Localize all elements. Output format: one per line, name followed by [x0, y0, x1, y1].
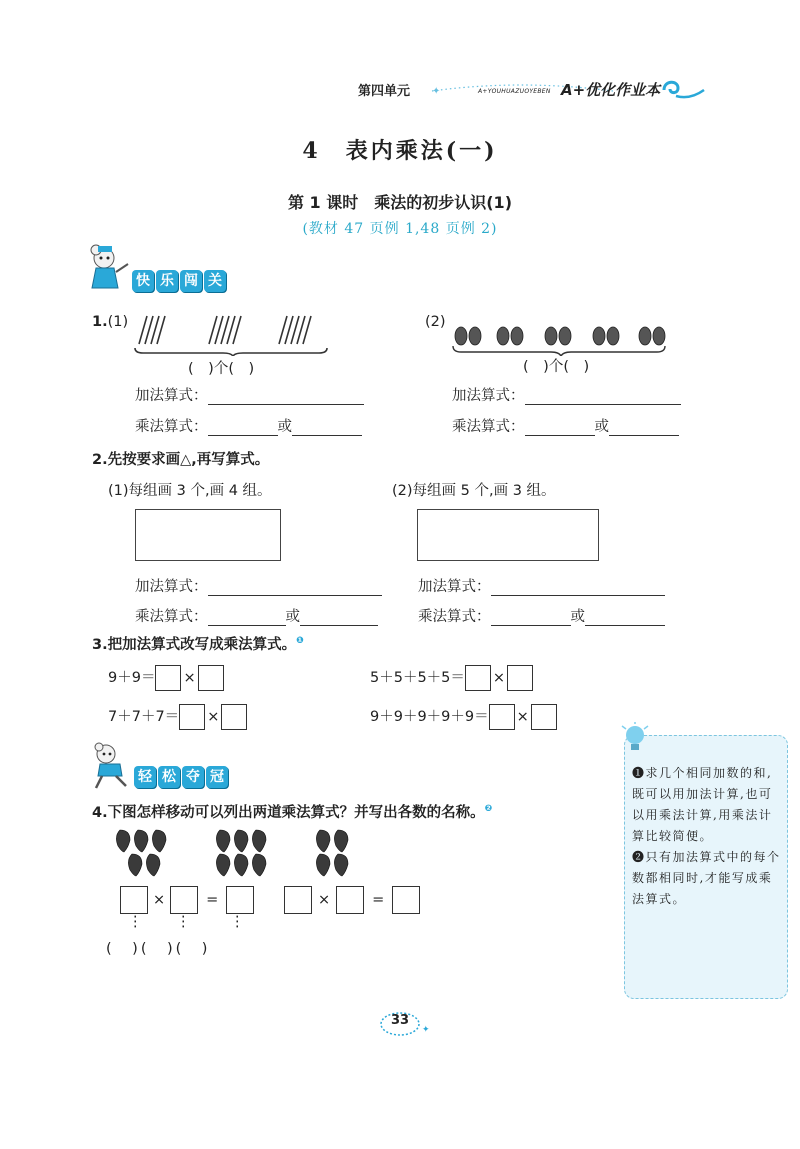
banner-char: 闯: [180, 270, 202, 292]
q2-add-1: 加法算式：: [135, 575, 382, 596]
answer-box[interactable]: [392, 886, 420, 914]
mascot-doctor-icon: [88, 244, 130, 292]
q1-mul-2: 乘法算式： 或: [452, 415, 679, 436]
q3-item-1: 9＋9＝ ×: [108, 665, 224, 691]
q1-caption-2: ( )个( ): [523, 359, 590, 375]
section-banner-1: [132, 270, 228, 294]
tip-text: [632, 763, 782, 910]
answer-box[interactable]: [507, 665, 533, 691]
tip-1: ❶求几个相同加数的和,既可以用加法计算,也可以用乘法计算,用乘法计算比较简便。: [632, 766, 773, 843]
answer-box[interactable]: [179, 704, 205, 730]
q2-part1: (1)每组画 3 个,画 4 组。: [108, 483, 272, 499]
answer-line[interactable]: [525, 390, 681, 405]
strawberries-image: [112, 826, 372, 878]
banner-char: 关: [204, 270, 226, 292]
answer-line[interactable]: [300, 611, 378, 626]
page-number: 33: [390, 1013, 410, 1028]
svg-text:✦: ✦: [422, 1025, 430, 1035]
q1-add-2: 加法算式：: [452, 384, 681, 405]
banner-char: 夺: [182, 766, 204, 788]
answer-box[interactable]: [465, 665, 491, 691]
section-banner-2: [134, 766, 230, 790]
answer-line[interactable]: [525, 421, 595, 436]
lesson-title: 第 1 课时 乘法的初步认识(1): [287, 193, 513, 212]
note-marker-1: ❶: [296, 636, 304, 647]
q4-prompt: 4.下图怎样移动可以列出两道乘法算式？并写出各数的名称。$^❷$: [92, 804, 493, 821]
tip-2: ❷只有加法算式中的每个数都相同时,才能写成乘法算式。: [632, 850, 781, 906]
banner-char: 快: [132, 270, 154, 292]
answer-box[interactable]: [531, 704, 557, 730]
mascot-runner-icon: [92, 742, 134, 790]
answer-line[interactable]: [208, 421, 278, 436]
answer-box[interactable]: [198, 665, 224, 691]
q1-caption-1: ( )个( ): [188, 361, 255, 377]
pencils-image: [133, 310, 333, 356]
answer-line[interactable]: [208, 581, 382, 596]
answer-box[interactable]: [221, 704, 247, 730]
answer-line[interactable]: [491, 581, 665, 596]
lightbulb-icon: [620, 722, 650, 754]
banner-char: 松: [158, 766, 180, 788]
swirl-icon: [658, 76, 706, 102]
svg-text:✦: ✦: [432, 86, 441, 95]
answer-box[interactable]: [284, 886, 312, 914]
answer-box[interactable]: [170, 886, 198, 914]
answer-line[interactable]: [491, 611, 571, 626]
q2-part2: (2)每组画 5 个,画 3 组。: [392, 483, 556, 499]
q3-item-3: 7＋7＋7＝ ×: [108, 704, 247, 730]
answer-line[interactable]: [585, 611, 665, 626]
answer-box[interactable]: [226, 886, 254, 914]
q4-names: ( )( )( ): [106, 941, 211, 957]
answer-line[interactable]: [208, 611, 286, 626]
q2-mul-2: 乘法算式： 或: [418, 605, 665, 626]
answer-line[interactable]: [208, 390, 364, 405]
pineapples-image: [451, 314, 673, 356]
dots-1: ⋮: [128, 914, 143, 930]
q3-item-2: 5＋5＋5＋5＝ ×: [370, 665, 533, 691]
drawing-box-1[interactable]: [135, 509, 281, 561]
answer-line[interactable]: [292, 421, 362, 436]
answer-box[interactable]: [155, 665, 181, 691]
lesson-subtitle: (教材 47 页例 1,48 页例 2): [302, 221, 498, 237]
q2-add-2: 加法算式：: [418, 575, 665, 596]
banner-char: 冠: [206, 766, 228, 788]
answer-box[interactable]: [336, 886, 364, 914]
answer-box[interactable]: [120, 886, 148, 914]
q1-mul-1: 乘法算式： 或: [135, 415, 362, 436]
q3-item-4: 9＋9＋9＋9＋9＝ ×: [370, 704, 557, 730]
chapter-title: 4 表内乘法(一): [302, 138, 498, 164]
dots-3: ⋮: [230, 914, 245, 930]
q1-number: 1.(1): [92, 314, 129, 330]
banner-char: 乐: [156, 270, 178, 292]
q4-equation-2: × =: [284, 886, 420, 914]
q1-add-1: 加法算式：: [135, 384, 364, 405]
unit-label: 第四单元: [358, 84, 411, 99]
answer-line[interactable]: [609, 421, 679, 436]
q4-equation-1: × =: [120, 886, 254, 914]
note-marker-2: ❷: [484, 804, 493, 815]
banner-char: 轻: [134, 766, 156, 788]
drawing-box-2[interactable]: [417, 509, 599, 561]
q3-prompt: 3.把加法算式改写成乘法算式。$^❶$: [92, 636, 304, 653]
q2-prompt: 2.先按要求画△,再写算式。: [92, 452, 270, 468]
q1-part2-label: (2): [425, 314, 446, 330]
brand-pinyin: A+YOUHUAZUOYEBEN: [478, 88, 551, 95]
answer-box[interactable]: [489, 704, 515, 730]
q2-mul-1: 乘法算式： 或: [135, 605, 378, 626]
brand-title: A+优化作业本: [561, 81, 661, 99]
dots-2: ⋮: [176, 914, 191, 930]
